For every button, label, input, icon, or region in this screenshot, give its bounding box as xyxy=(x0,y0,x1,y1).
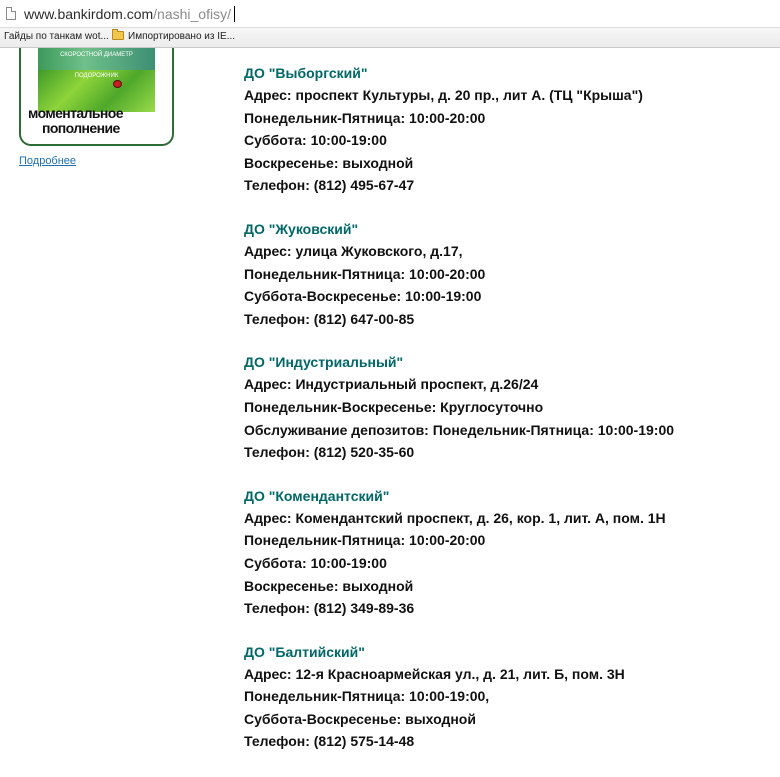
office-hours: Суббота: 10:00-19:00 xyxy=(244,554,387,571)
office-phone: Телефон: (812) 520-35-60 xyxy=(244,444,415,461)
page-icon xyxy=(6,7,16,20)
banner-upper-strip: СКОРОСТНОЙ ДИАМЕТР xyxy=(38,48,155,70)
office-phone: Телефон: (812) 575-14-48 xyxy=(244,733,415,750)
office-name: ДО "Жуковский" xyxy=(244,220,359,237)
bookmarks-bar xyxy=(0,28,780,48)
banner-title-line2: пополнение xyxy=(42,120,120,136)
office-hours: Суббота: 10:00-19:00 xyxy=(244,132,387,149)
url-path: /nashi_ofisy/ xyxy=(153,6,231,22)
promo-banner[interactable] xyxy=(19,48,174,146)
url-domain: www.bankirdom.com xyxy=(24,6,154,22)
office-phone: Телефон: (812) 349-89-36 xyxy=(244,600,415,617)
more-details-link[interactable]: Подробнее xyxy=(19,155,77,167)
office-phone: Телефон: (812) 495-67-47 xyxy=(244,177,415,194)
address-bar[interactable] xyxy=(0,0,780,28)
url-field[interactable] xyxy=(24,6,231,22)
banner-title xyxy=(26,106,171,136)
office-hours: Суббота-Воскресенье: 10:00-19:00 xyxy=(244,288,482,305)
office-address: Адрес: улица Жуковского, д.17, xyxy=(244,242,463,259)
ladybug-icon xyxy=(113,80,122,88)
office-name: ДО "Балтийский" xyxy=(244,643,365,660)
office-komendantsky xyxy=(244,485,774,620)
office-deposit-hours: Обслуживание депозитов: Понедельник-Пятница: 10:00-19:00 xyxy=(244,421,675,438)
folder-icon xyxy=(112,31,124,40)
office-address: Адрес: 12-я Красноармейская ул., д. 21, лит. Б, пом. 3Н xyxy=(244,665,625,682)
office-hours: Понедельник-Пятница: 10:00-20:00 xyxy=(244,265,486,282)
office-zhukovsky xyxy=(244,218,774,330)
text-caret xyxy=(234,6,235,22)
office-hours: Воскресенье: выходной xyxy=(244,577,414,594)
office-name: ДО "Индустриальный" xyxy=(244,354,404,371)
office-hours: Понедельник-Воскресенье: Круглосуточно xyxy=(244,398,544,415)
office-hours: Воскресенье: выходной xyxy=(244,154,414,171)
office-hours: Понедельник-Пятница: 10:00-19:00, xyxy=(244,688,490,705)
banner-title-line1: моментальное xyxy=(28,105,123,121)
office-vyborgsky xyxy=(244,62,774,197)
office-baltiysky xyxy=(244,641,774,753)
office-address: Адрес: Комендантский проспект, д. 26, кор. 1, лит. А, пом. 1Н xyxy=(244,509,666,526)
bookmark-imported-from-ie[interactable] xyxy=(112,31,235,42)
office-name: ДО "Комендантский" xyxy=(244,487,390,504)
office-hours: Понедельник-Пятница: 10:00-20:00 xyxy=(244,532,486,549)
bookmark-label: Импортировано из IE... xyxy=(128,31,236,42)
office-phone: Телефон: (812) 647-00-85 xyxy=(244,310,415,327)
office-industrialny xyxy=(244,351,774,463)
office-address: Адрес: Индустриальный проспект, д.26/24 xyxy=(244,376,539,393)
office-address: Адрес: проспект Культуры, д. 20 пр., лит А. (ТЦ "Крыша") xyxy=(244,87,643,103)
office-hours: Понедельник-Пятница: 10:00-20:00 xyxy=(244,109,486,126)
office-list xyxy=(244,62,774,774)
banner-lower-label: ПОДОРОЖНИК xyxy=(74,73,119,79)
bookmark-wot-guides[interactable]: Гайды по танкам wot... xyxy=(4,31,109,42)
office-name: ДО "Выборгский" xyxy=(244,65,368,81)
office-hours: Суббота-Воскресенье: выходной xyxy=(244,710,476,727)
